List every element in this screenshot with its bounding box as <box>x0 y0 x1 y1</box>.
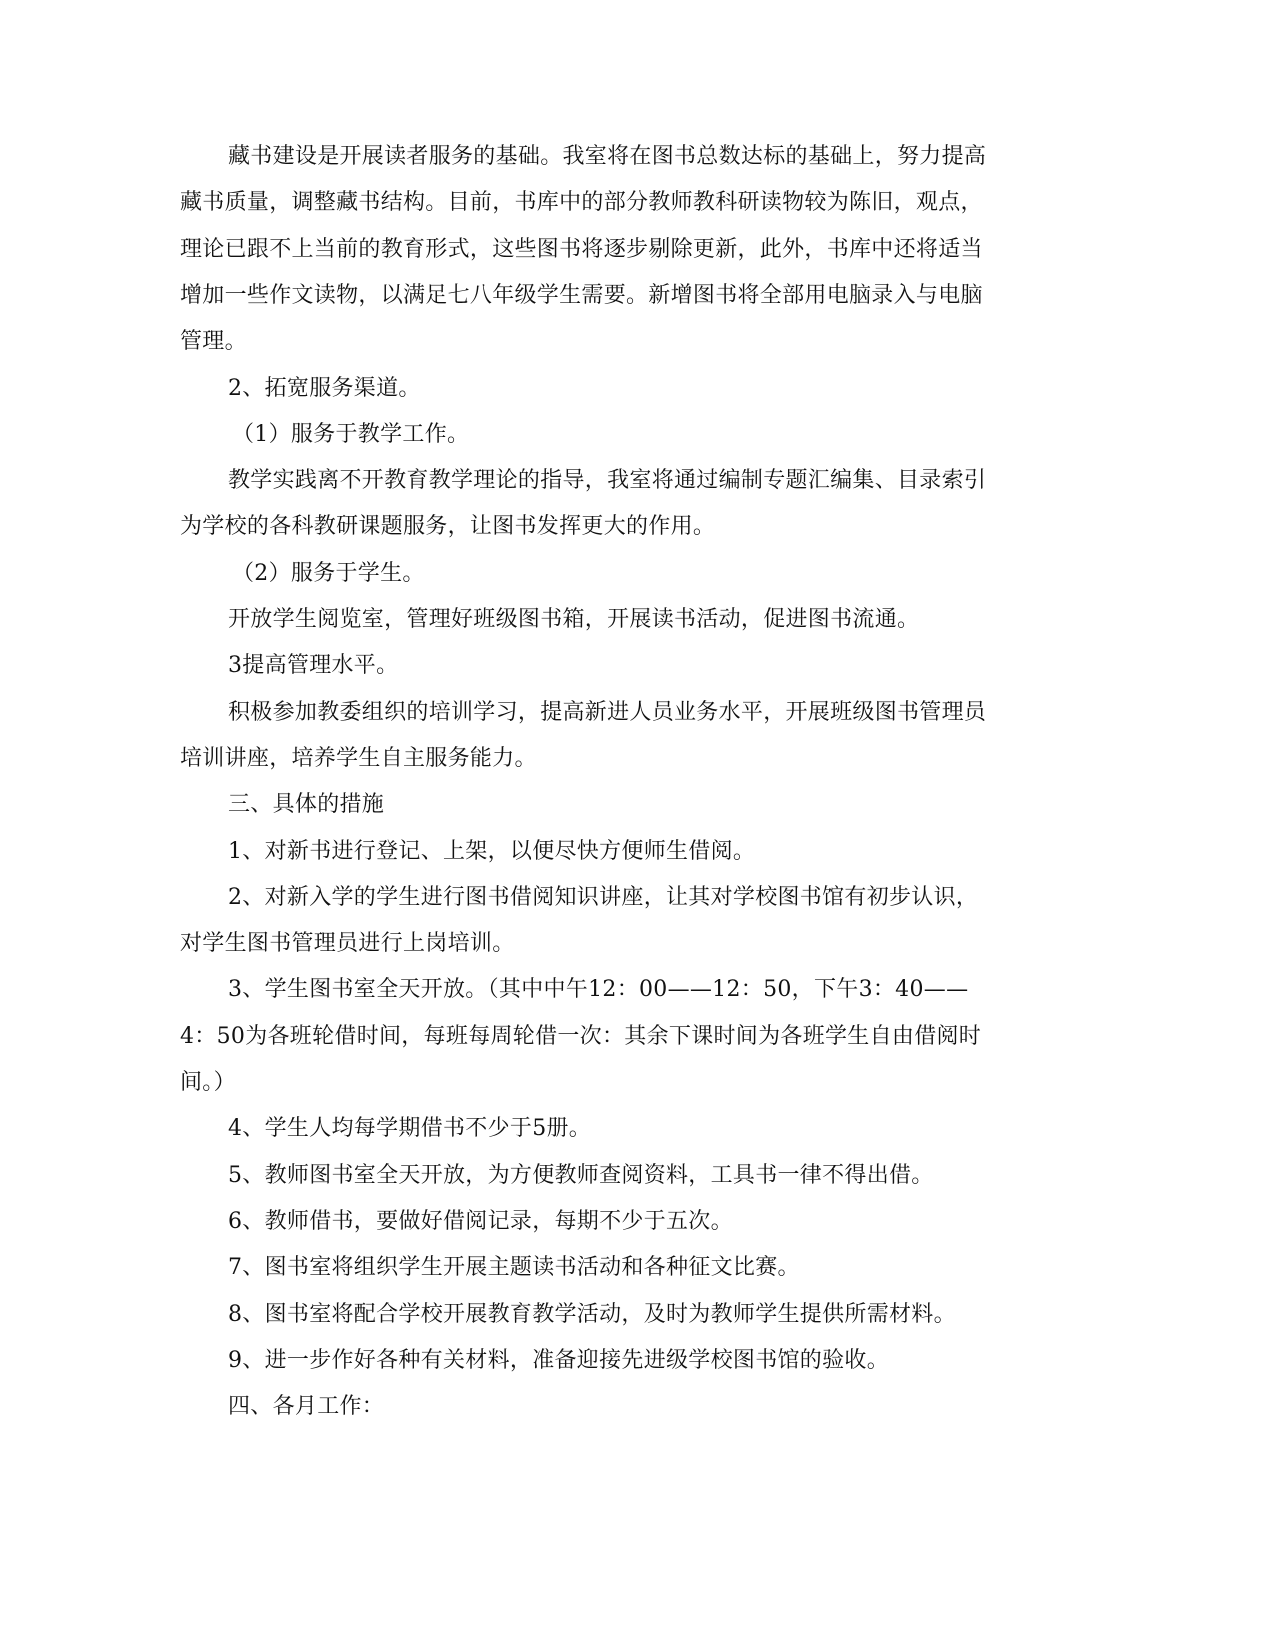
text-line: 3、学生图书室全天开放。（其中中午12：00——12：50，下午3：40—— <box>228 977 969 1003</box>
text-line: 教学实践离不开教育教学理论的指导，我室将通过编制专题汇编集、目录索引 <box>228 468 987 494</box>
text-line: 三、具体的措施 <box>228 792 385 818</box>
text-line: 开放学生阅览室，管理好班级图书箱，开展读书活动，促进图书流通。 <box>228 607 920 632</box>
text-line: 为学校的各科教研课题服务，让图书发挥更大的作用。 <box>180 514 716 540</box>
text-line: 对学生图书管理员进行上岗培训。 <box>180 931 515 957</box>
text-line: 管理。 <box>180 329 247 355</box>
text-line: 藏书建设是开展读者服务的基础。我室将在图书总数达标的基础上，努力提高 <box>228 144 987 169</box>
text-line: 4：50为各班轮借时间，每班每周轮借一次：其余下课时间为各班学生自由借阅时 <box>180 1023 982 1049</box>
text-line: 3提高管理水平。 <box>228 653 399 679</box>
text-line: 积极参加教委组织的培训学习，提高新进人员业务水平，开展班级图书管理员 <box>228 699 987 725</box>
text-line: 间。） <box>180 1070 236 1095</box>
text-line: （1）服务于教学工作。 <box>232 421 470 447</box>
text-line: 6、教师借书，要做好借阅记录，每期不少于五次。 <box>228 1208 733 1234</box>
text-line: 培训讲座，培养学生自主服务能力。 <box>180 745 537 771</box>
text-line: 2、对新入学的学生进行图书借阅知识讲座，让其对学校图书馆有初步认识， <box>228 884 979 910</box>
text-line: 2、拓宽服务渠道。 <box>228 375 421 401</box>
text-line: 7、图书室将组织学生开展主题读书活动和各种征文比赛。 <box>228 1255 800 1281</box>
text-line: 8、图书室将配合学校开展教育教学活动，及时为教师学生提供所需材料。 <box>228 1301 956 1327</box>
text-line: 增加一些作文读物，以满足七八年级学生需要。新增图书将全部用电脑录入与电脑 <box>180 282 983 308</box>
text-line: 5、教师图书室全天开放，为方便教师查阅资料，工具书一律不得出借。 <box>228 1162 934 1188</box>
text-line: 1、对新书进行登记、上架，以便尽快方便师生借阅。 <box>228 838 756 864</box>
text-line: 藏书质量，调整藏书结构。目前，书库中的部分教师教科研读物较为陈旧，观点， <box>180 190 983 216</box>
text-line: （2）服务于学生。 <box>232 560 425 586</box>
text-line: 四、各月工作： <box>228 1394 385 1420</box>
text-line: 4、学生人均每学期借书不少于5册。 <box>228 1116 592 1142</box>
text-line: 理论已跟不上当前的教育形式，这些图书将逐步剔除更新，此外，书库中还将适当 <box>180 236 983 262</box>
text-line: 9、进一步作好各种有关材料，准备迎接先进级学校图书馆的验收。 <box>228 1347 889 1373</box>
